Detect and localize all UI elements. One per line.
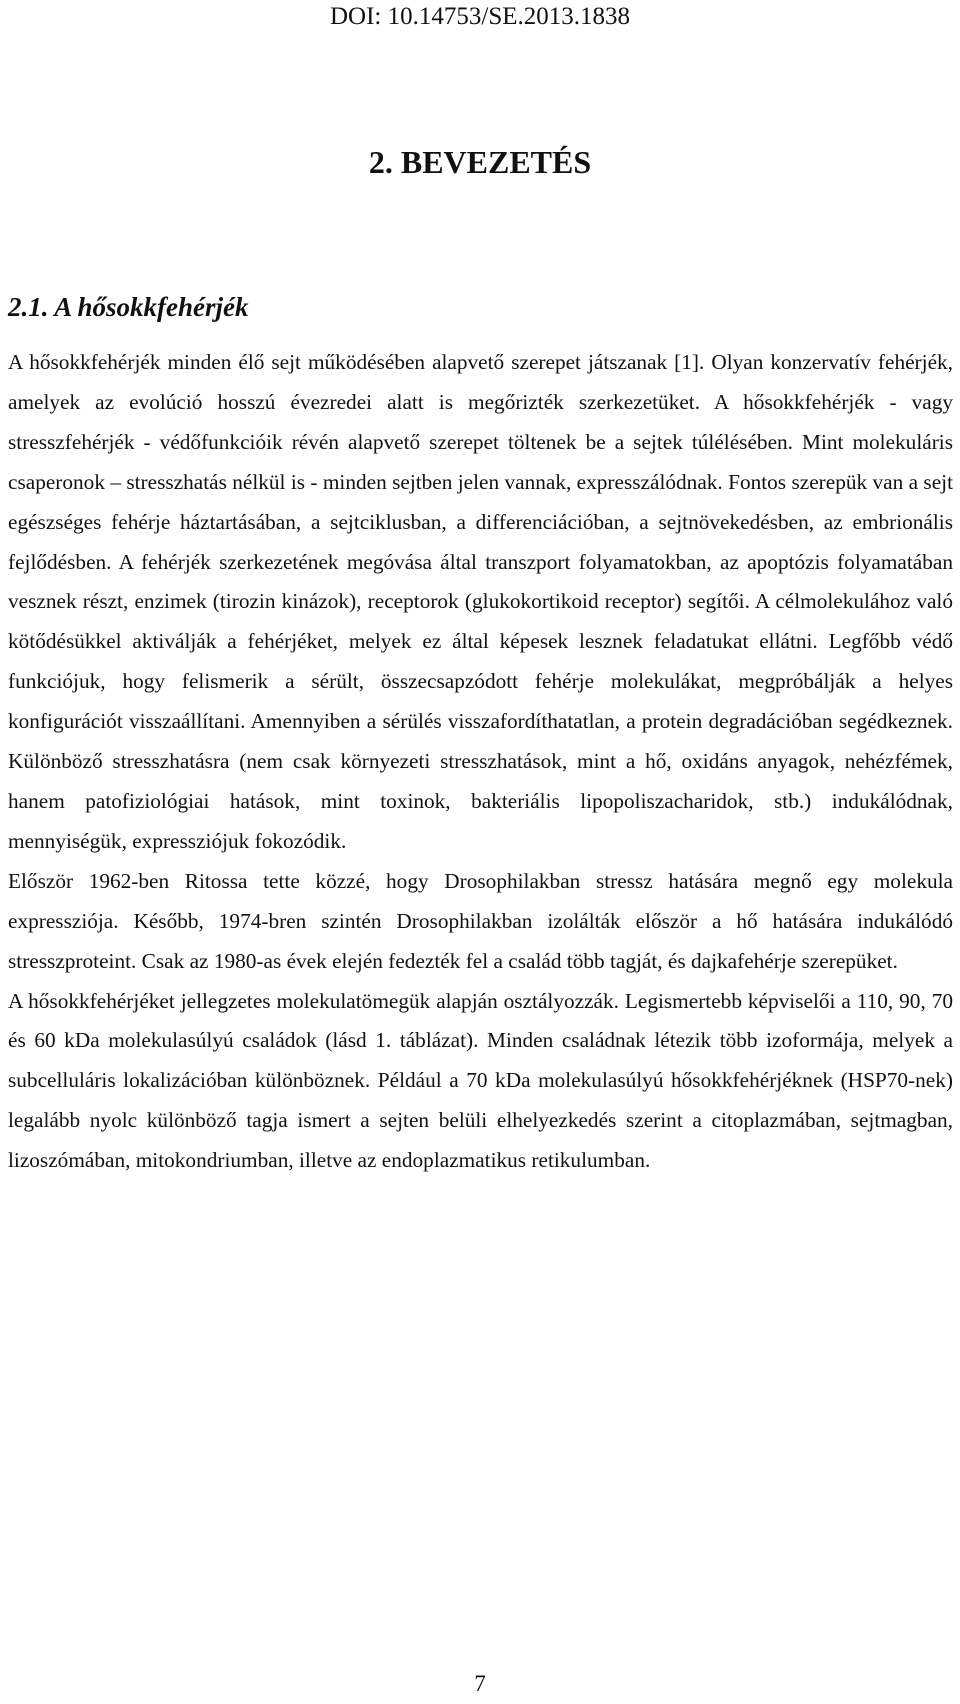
paragraph-1: A hősokkfehérjék minden élő sejt működésében alapvető szerepet játszanak [1]. Olyan konzervatív fehérjék, amelyek az evolúció hosszú évezredei alatt is megőrizték szerkezetüket. A hősokkfehérjék - vagy stresszfehérjék - védőfunkcióik révén alapvető szerepet töltenek be a sejtek túlélésében. Mint molekuláris csaperonok – stresszhatás nélkül is - minden sejtben jelen vannak, expresszálódnak. Fontos szerepük van a sejt egészséges fehérje háztartásában, a sejtciklusban, a differenciációban, a sejtnövekedésben, az embrionális fejlődésben. A fehérjék szerkezetének megóvása által transzport folyamatokban, az apoptózis folyamatában vesznek részt, enzimek (tirozin kinázok), receptorok (glukokortikoid receptor) segítői. A célmolekulához való kötődésükkel aktiválják a fehérjéket, melyek ez által képesek lesznek feladatukat ellátni. Legfőbb védő funkciójuk, hogy felismerik a sérült, összecsapzódott fehérje molekulákat, megpróbálják a helyes konfigurációt visszaállítani. Amennyiben a sérülés visszafordíthatatlan, a protein degradációban segédkeznek. Különböző stresszhatásra (nem csak környezeti stresszhatások, mint a hő, oxidáns anyagok, nehézfémek, hanem patofiziológiai hatások, mint toxinok, bakteriális lipopoliszacharidok, stb.) indukálódnak, mennyiségük, expressziójuk fokozódik. bbox=[8, 350, 953, 853]
chapter-title: 2. BEVEZETÉS bbox=[368, 144, 592, 180]
page-number: 7 bbox=[474, 1671, 486, 1696]
paragraph-2: Először 1962-ben Ritossa tette közzé, hogy Drosophilakban stressz hatására megnő egy molekula expressziója. Később, 1974-bren szintén Drosophilakban izolálták először a hő hatására indukálódó stresszproteint. Csak az 1980-as évek elején fedezték fel a család több tagját, és dajkafehérje szerepüket. bbox=[8, 868, 953, 973]
body-text bbox=[8, 343, 953, 1181]
section-title: 2.1. A hősokkfehérjék bbox=[8, 292, 249, 322]
paragraph-3: A hősokkfehérjéket jellegzetes molekulatömegük alapján osztályozzák. Legismertebb képviselői a 110, 90, 70 és 60 kDa molekulasúlyú családok (lásd 1. táblázat). Minden családnak létezik több izoformája, melyek a subcelluláris lokalizációban különböznek. Például a 70 kDa molekulasúlyú hősokkfehérjéknek (HSP70-nek) legalább nyolc különböző tagja ismert a sejten belüli elhelyezkedés szerint a citoplazmában, sejtmagban, lizoszómában, mitokondriumban, illetve az endoplazmatikus retikulumban. bbox=[8, 988, 953, 1173]
doi-header: DOI: 10.14753/SE.2013.1838 bbox=[330, 3, 630, 30]
